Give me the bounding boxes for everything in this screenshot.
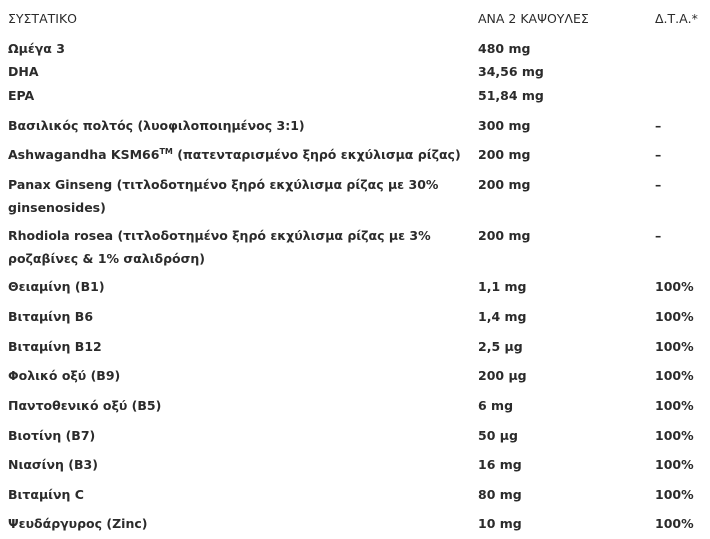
- ingredient-rdi: 100%: [655, 428, 694, 443]
- ingredient-rdi: –: [655, 118, 662, 133]
- ingredient-name: Ψευδάργυρος (Zinc): [8, 516, 148, 531]
- ingredient-amount: 480 mg: [478, 41, 531, 56]
- ingredient-rdi: –: [655, 177, 662, 192]
- ingredient-name: Παντοθενικό οξύ (B5): [8, 398, 162, 413]
- ingredient-amount: 200 mg: [478, 228, 531, 243]
- ingredient-amount: 50 μg: [478, 428, 518, 443]
- table-header: [0, 9, 710, 29]
- ingredient-rdi: 100%: [655, 339, 694, 354]
- ingredient-name-description: (πατενταρισμένο ξηρό εκχύλισμα ρίζας): [172, 147, 461, 162]
- ingredient-amount: 10 mg: [478, 516, 522, 531]
- ingredient-amount: 200 mg: [478, 147, 531, 162]
- ingredient-name: Panax Ginseng (τιτλοδοτημένο ξηρό εκχύλισμα ρίζας με 30% ginsenosides): [8, 177, 439, 215]
- ingredient-name: Rhodiola rosea (τιτλοδοτημένο ξηρό εκχύλισμα ρίζας με 3% ροζαβίνες & 1% σαλιδρόση): [8, 228, 431, 266]
- ingredient-amount: 1,4 mg: [478, 309, 527, 324]
- ingredient-name: Βιοτίνη (B7): [8, 428, 96, 443]
- ingredient-rdi: 100%: [655, 368, 694, 383]
- ingredient-rdi: –: [655, 147, 662, 162]
- ingredient-rdi: –: [655, 228, 662, 243]
- ingredient-name: Νιασίνη (B3): [8, 457, 98, 472]
- ingredient-amount: 200 μg: [478, 368, 527, 383]
- ingredient-name: Ωμέγα 3: [8, 41, 65, 56]
- ingredient-amount: 6 mg: [478, 398, 514, 413]
- ingredient-amount: 2,5 μg: [478, 339, 523, 354]
- ingredient-name: EPA: [8, 88, 35, 103]
- ingredient-amount: 1,1 mg: [478, 279, 527, 294]
- ingredient-name: Θειαμίνη (B1): [8, 279, 105, 294]
- header-per-two-capsules: ΑΝΑ 2 ΚΑΨΟΥΛΕΣ: [478, 11, 589, 26]
- header-rdi: Δ.Τ.Α.*: [655, 11, 698, 26]
- ingredient-name: Βασιλικός πολτός (λυοφιλοποιημένος 3:1): [8, 118, 305, 133]
- ingredient-amount: 80 mg: [478, 487, 522, 502]
- ingredient-name-main: Ashwagandha KSM66: [8, 147, 160, 162]
- trademark-superscript: TM: [159, 147, 173, 156]
- ingredient-rdi: 100%: [655, 487, 694, 502]
- ingredient-rdi: 100%: [655, 516, 694, 531]
- ingredient-rdi: 100%: [655, 309, 694, 324]
- header-ingredient: ΣΥΣΤΑΤΙΚΟ: [8, 11, 77, 26]
- ingredient-amount: 300 mg: [478, 118, 531, 133]
- ingredient-rdi: 100%: [655, 457, 694, 472]
- ingredient-name: Φολικό οξύ (B9): [8, 368, 121, 383]
- ingredient-amount: 51,84 mg: [478, 88, 544, 103]
- ingredient-amount: 16 mg: [478, 457, 522, 472]
- ingredient-name: Βιταμίνη C: [8, 487, 84, 502]
- ingredient-name: DHA: [8, 64, 39, 79]
- ingredient-name: Βιταμίνη B12: [8, 339, 102, 354]
- ingredient-amount: 200 mg: [478, 177, 531, 192]
- ingredient-amount: 34,56 mg: [478, 64, 544, 79]
- ingredient-name: Βιταμίνη B6: [8, 309, 94, 324]
- ingredient-name: [8, 143, 470, 166]
- ingredient-rdi: 100%: [655, 279, 694, 294]
- ingredient-rdi: 100%: [655, 398, 694, 413]
